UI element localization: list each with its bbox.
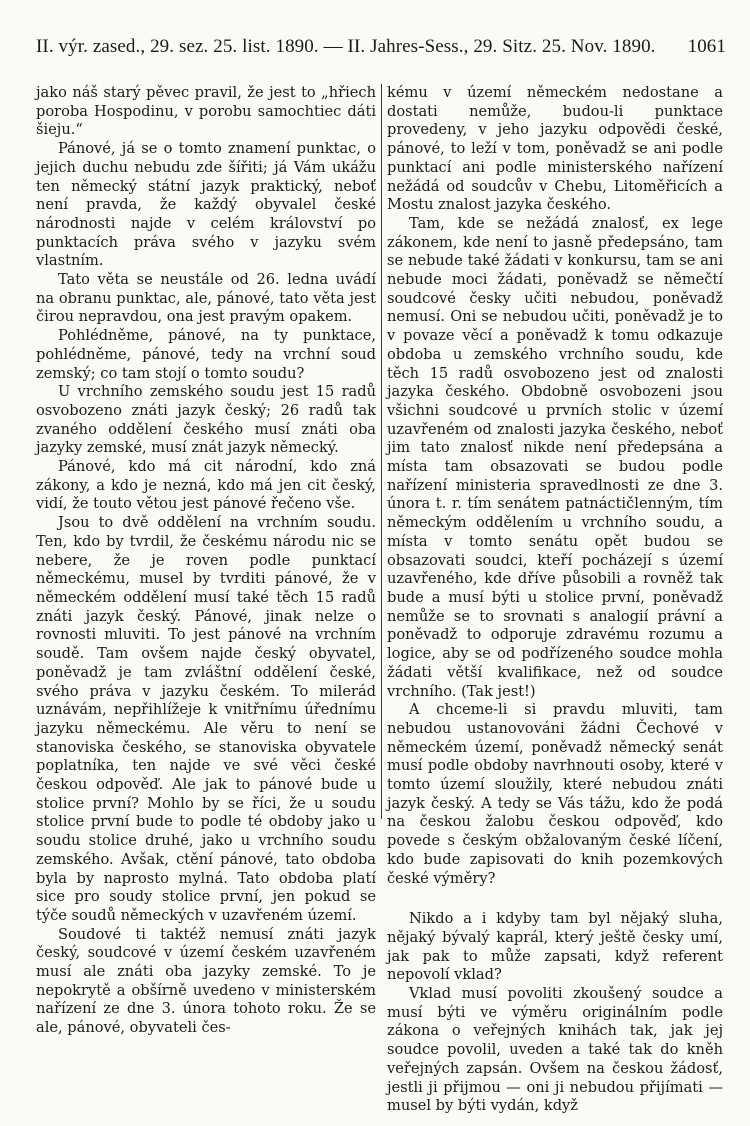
header-czech-date: II. výr. zased., 29. sez. 25. list. 1890. <box>36 36 319 57</box>
paragraph: Tato věta se neustále od 26. ledna uvádí na obranu punktac, ale, pánové, tato věta jest čirou nepravdou, ona jest pravým opakem. <box>36 271 376 326</box>
column-divider <box>381 84 382 819</box>
paragraph: Soudové ti taktéž nemusí znáti jazyk český, soudcové v území českém uzavřeném musí ale znáti oba jazyky zemské. To je nepokrytě a obšírně uvedeno v ministerském nařízení ze dne 3. února tohoto roku. Že se ale, pánové, obyvateli čes- <box>36 925 376 1037</box>
header-german-date: II. Jahres-Sess., 29. Sitz. 25. Nov. 1890. <box>347 36 656 57</box>
paragraph: Nikdo a i kdyby tam byl nějaký sluha, nějaký bývalý kaprál, který ještě česky umí, jak pak to může zapsati, když referent nepovolí vklad? <box>387 910 723 984</box>
left-column <box>36 84 376 1038</box>
paragraph: Tam, kde se nežádá znalosť, ex lege zákonem, kde není to jasně předepsáno, tam se nebude také žádati v konkursu, tam se ani nebude moci žádati, poněvadž se němečtí soudcové česky učiti nebudou, poněvadž nemusí. Oni se nebudou učiti, poněvadž je to v povaze věcí a poněvadž k tomu odkazuje obdoba u zemského vrchního soudu, kde těch 15 radů osvobozeno jest od znalosti jazyka českého. Obdobně osvobozeni jsou všichni soudcové u prvních stolic v území uzavřeném od znalosti jazyka českého, neboť jim tato znalosť nikde není předepsána a místa tam obsazovati se budou podle nařízení ministeria spravedlnosti ze dne 3. února t. r. tím senátem patnáctičlenným, tím německým oddělením u vrchního soudu, a místa v tomto senátu opět budou se obsazovati soudci, kteří pocházejí s území uzavřeného, kde dříve působili a rovněž tak bude a musí býti u stolice první, poněvadž nemůže se to srovnati s analogií právní a poněvadž to odporuje zdravému rozumu a logice, aby se od podřízeného soudce mohla žádati větší kvalifikace, než od soudce vrchního. (Tak jest!) <box>387 214 723 700</box>
paragraph: Vklad musí povoliti zkoušený soudce a musí býti ve výměru originálním podle zákona o veřejných knihách tak, jak jej soudce povolil, uveden a také tak do kněh veřejných zapsán. Ovšem na českou žádosť, jestli ji přijmou — oni ji nebudou přijímati — musel by býti vydán, když <box>387 985 723 1115</box>
paragraph: jako náš starý pěvec pravil, že jest to „hřiech poroba Hospodinu, v porobu samochtiec dáti šieju.“ <box>36 84 376 139</box>
paragraph: A chceme-li si pravdu mluviti, tam nebudou ustanovováni žádni Čechové v německém území, poněvadž německý senát musí podle obdoby navrhnouti osoby, které v tomto území sloužily, které nebudou znáti jazyk český. A tedy se Vás tážu, kdo že podá na českou žalobu českou odpověď, kdo povede s českým obžalovaným české líčení, kdo bude zapisovati do knih pozemkových české výměry? <box>387 701 723 887</box>
paragraph: kému v území německém nedostane a dostati nemůže, budou-li punktace provedeny, v jeho jazyku odpovědi české, pánové, to leží v tom, poněvadž se ani podle punktací ani podle ministerského nařízení nežádá od soudcův v Chebu, Litoměřicích a Mostu znalost jazyka českého. <box>387 84 723 214</box>
page-header <box>36 36 726 66</box>
paragraph: Pánové, já se o tomto znamení punktac, o jejich duchu nebudu zde šířiti; já Vám ukážu ten německý státní jazyk praktický, neboť není pravda, že každý obyvalel české národnosti najde v celém království po punktacích práva svého v jazyku svém vlastním. <box>36 140 376 270</box>
header-dash: — <box>318 36 348 57</box>
header-session-line <box>36 36 656 58</box>
paragraph: Jsou to dvě oddělení na vrchním soudu. Ten, kdo by tvrdil, že českému národu nic se nebere, že je roven podle punktací německému, musel by tvrditi pánové, že v německém oddělení musí také těch 15 radů znáti jazyk český. Pánové, jinak nelze o rovnosti mluviti. To jest pánové na vrchním soudě. Tam ovšem najde český obyvatel, poněvadž je tam zvláštní oddělení české, svého práva v jazyku českém. To milerád uznávám, nepřihlížeje k vnitřnímu úřednímu jazyku německému. Ale věru to není se stanoviska českého, se stanoviska obyvatele poplatníka, ten najde ve své věci české českou odpověď. Ale jak to pánové bude u stolice první? Mohlo by se říci, že u soudu stolice první bude to podle té obdoby jako u soudu stolice druhé, jako u vrchního soudu zemského. Avšak, ctění pánové, tato obdoba byla by naprosto mylná. Tato obdoba platí sice pro soudy stolice první, jen pokud se týče soudů německých v uzavřeném území. <box>36 514 376 924</box>
paragraph: Pánové, kdo má cit národní, kdo zná zákony, a kdo je nezná, kdo má jen cit český, vidí, že touto větou jest pánové řečeno vše. <box>36 458 376 513</box>
page-number: 1061 <box>687 36 726 57</box>
paragraph: U vrchního zemského soudu jest 15 radů osvobozeno znáti jazyk český; 26 radů tak zvaného oddělení českého musí znáti oba jazyky zemské, musí znát jazyk německý. <box>36 383 376 457</box>
paragraph: Pohlédněme, pánové, na ty punktace, pohlédněme, pánové, tedy na vrchní soud zemský; co tam stojí o tomto soudu? <box>36 327 376 382</box>
right-column <box>387 84 723 1116</box>
